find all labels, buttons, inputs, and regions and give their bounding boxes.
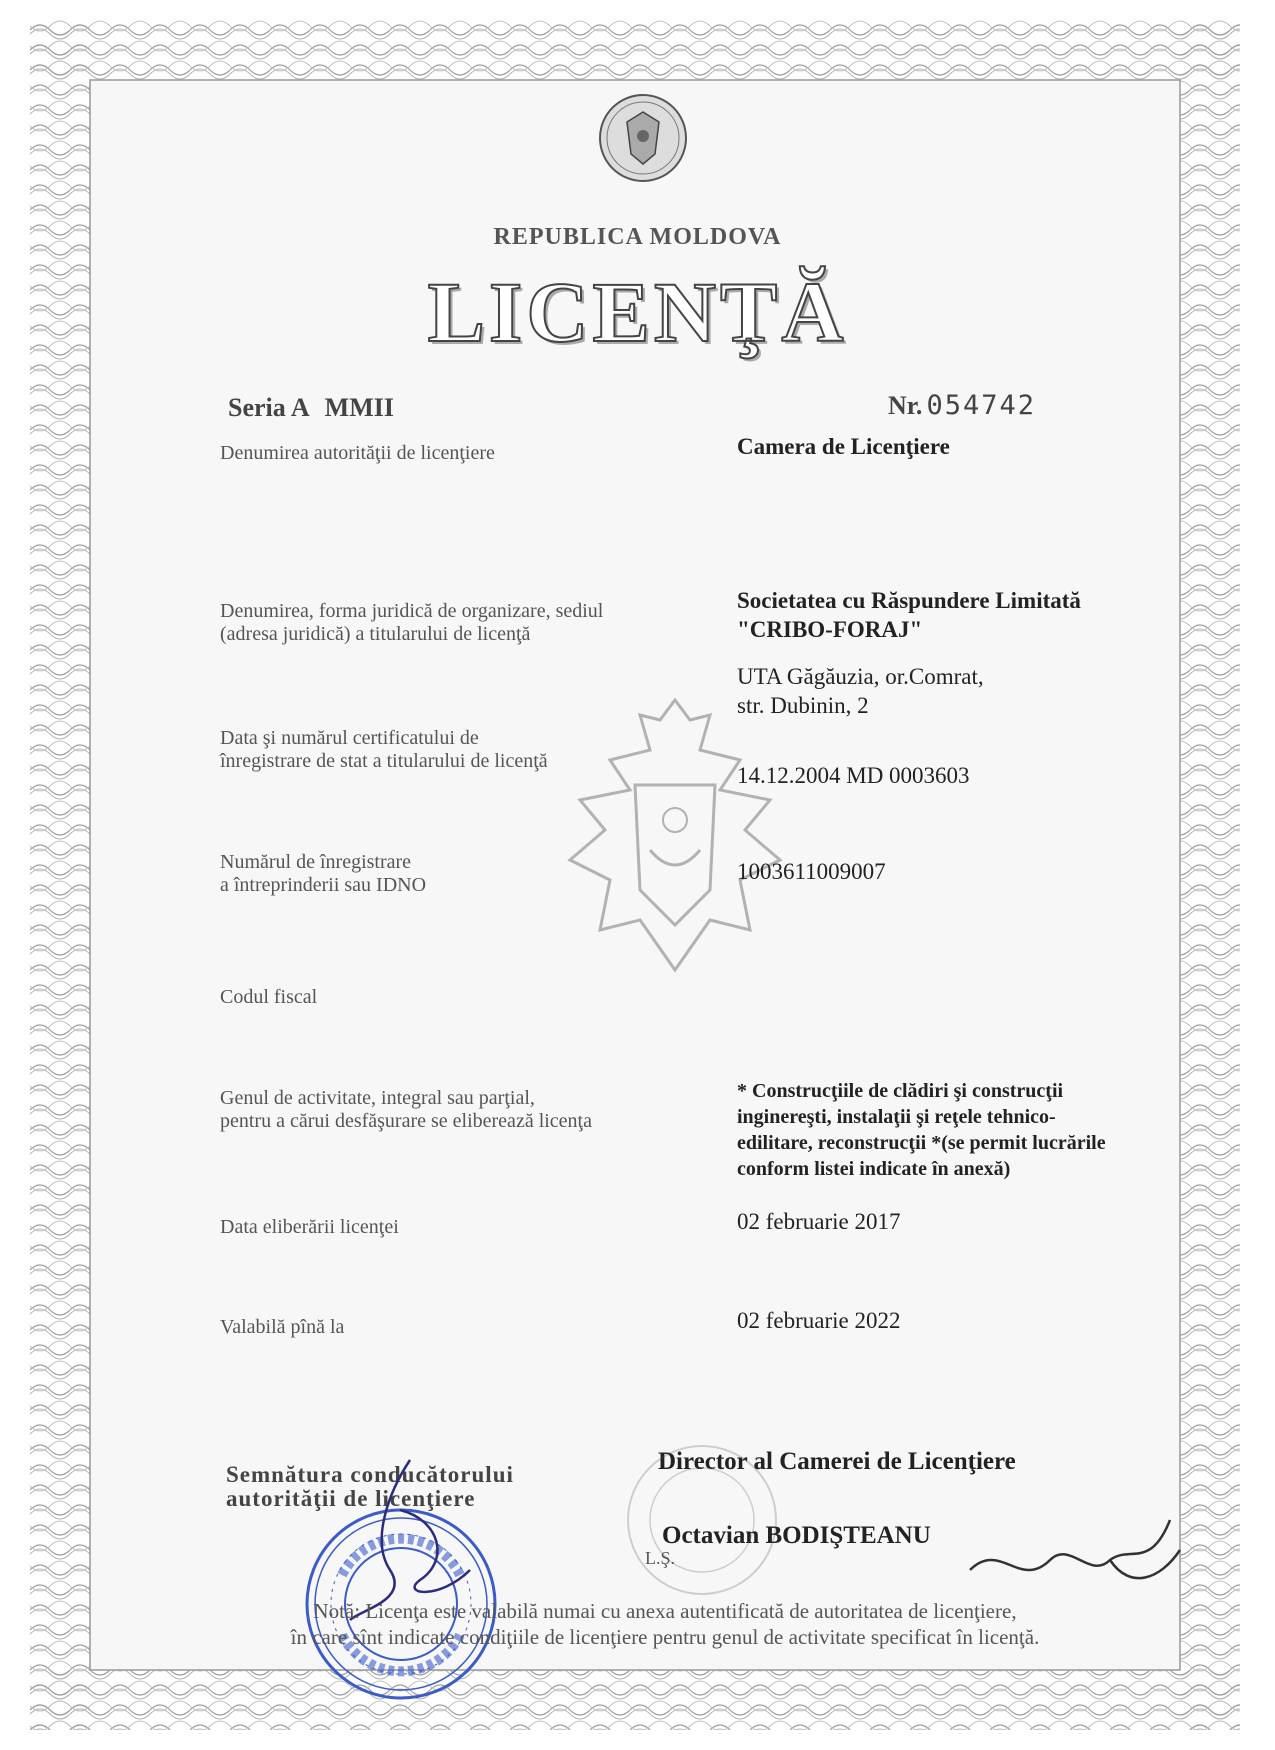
series-value: MMII [324, 393, 394, 422]
cert-label [220, 727, 740, 773]
activity-line3: edilitare, reconstrucţii *(se permit lucrările [737, 1132, 1106, 1154]
signature-label-line1: Semnătura conducătorului [226, 1462, 514, 1487]
faint-official-stamp-icon [622, 1440, 782, 1600]
document-title: LICENŢĂ [427, 264, 848, 360]
holder-name-line2: "CRIBO-FORAJ" [737, 617, 923, 642]
issue-date-label: Data eliberării licenţei [220, 1216, 399, 1238]
license-number [888, 390, 1036, 421]
cert-value: 14.12.2004 MD 0003603 [737, 763, 970, 788]
holder-name-line1: Societatea cu Răspundere Limitată [737, 588, 1081, 613]
holder-label-line2: (adresa juridică) a titularului de licenţă [220, 623, 531, 645]
number-value: 054742 [926, 390, 1036, 421]
idno-label [220, 851, 740, 897]
footnote [170, 1598, 1160, 1650]
idno-value: 1003611009007 [737, 859, 886, 884]
country-name: REPUBLICA MOLDOVA [493, 224, 782, 250]
activity-line1: * Construcţiile de clădiri şi construcţii [737, 1080, 1064, 1102]
activity-label-line2: pentru a cărui desfăşurare se eliberează licenţa [220, 1110, 592, 1132]
idno-label-line1: Numărul de înregistrare [220, 851, 412, 873]
note-line2: în care sînt indicate condiţiile de licenţiere pentru genul de activitate specificat în licenţă. [290, 1625, 1040, 1649]
activity-line4: conform listei indicate în anexă) [737, 1158, 1011, 1180]
series [228, 393, 394, 423]
holder-label [220, 600, 740, 646]
activity-value [737, 1078, 1207, 1182]
activity-label [220, 1087, 740, 1133]
holder-label-line1: Denumirea, forma juridică de organizare, sediul [220, 600, 604, 622]
activity-line2: inginereşti, instalaţii şi reţele tehnico- [737, 1106, 1056, 1128]
holder-address-line2: str. Dubinin, 2 [737, 693, 869, 718]
director-signature [960, 1500, 1190, 1610]
holder-address-line1: UTA Găgăuzia, or.Comrat, [737, 664, 984, 689]
director-title: Director al Camerei de Licenţiere [658, 1448, 1016, 1475]
authority-value: Camera de Licenţiere [737, 434, 950, 459]
activity-label-line1: Genul de activitate, integral sau parţial, [220, 1087, 535, 1109]
holder-name [737, 586, 1187, 644]
fiscal-code-label: Codul fiscal [220, 986, 318, 1008]
coat-of-arms-emblem-icon [597, 92, 689, 184]
authority-label: Denumirea autorităţii de licenţiere [220, 442, 495, 464]
valid-until-label: Valabilă pînă la [220, 1316, 345, 1338]
director-name: Octavian BODIŞTEANU [662, 1522, 931, 1549]
idno-label-line2: a întreprinderii sau IDNO [220, 874, 427, 896]
valid-until-value: 02 februarie 2022 [737, 1308, 901, 1333]
signature-label-line2: autorităţii de licenţiere [226, 1486, 476, 1511]
cert-label-line2: înregistrare de stat a titularului de licenţă [220, 750, 548, 772]
series-label: Seria A [228, 393, 309, 422]
issue-date-value: 02 februarie 2017 [737, 1209, 901, 1234]
cert-label-line1: Data şi numărul certificatului de [220, 727, 479, 749]
number-label: Nr. [888, 391, 923, 420]
holder-address [737, 662, 1187, 720]
ls-mark: L.Ş. [645, 1548, 676, 1568]
note-line1: Notă: Licenţa este valabilă numai cu anexa autentificată de autoritatea de licenţiere, [313, 1599, 1017, 1623]
